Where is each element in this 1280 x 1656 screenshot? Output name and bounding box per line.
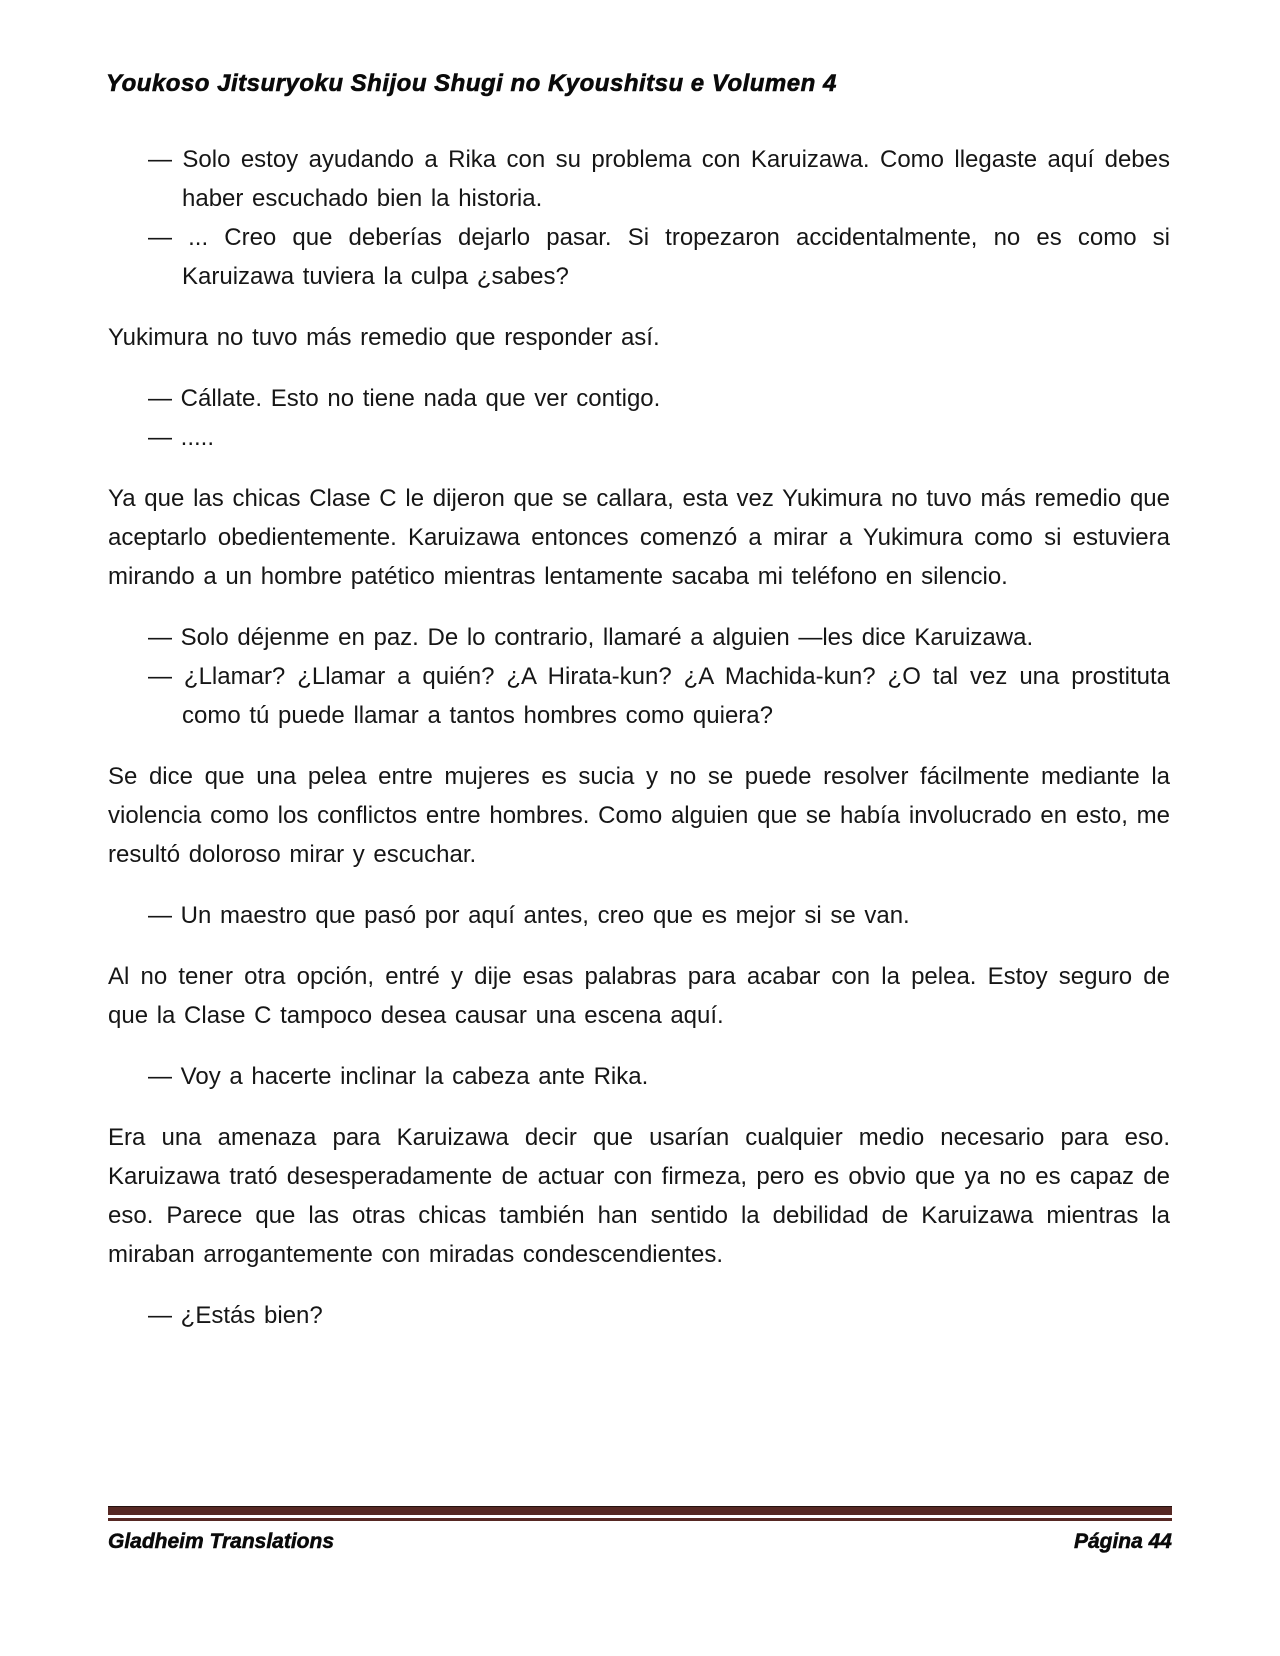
translator-credit: Gladheim Translations [108,1530,335,1553]
footer-rule-thick [108,1506,1172,1515]
narration-paragraph: Al no tener otra opción, entré y dije esas palabras para acabar con la pelea. Estoy seguro de que la Clase C tampoco desea causar una escena aquí. [108,963,1170,1029]
page-number: Página 44 [1073,1530,1172,1553]
dialogue-line: — Un maestro que pasó por aquí antes, creo que es mejor si se van. [148,902,910,929]
dialogue-block [108,1296,1170,1335]
page-footer [108,1506,1172,1554]
dialogue-block [108,140,1170,296]
dialogue-line: — Solo déjenme en paz. De lo contrario, llamaré a alguien —les dice Karuizawa. [148,624,1034,651]
volume-title: Youkoso Jitsuryoku Shijou Shugi no Kyoushitsu e Volumen 4 [106,70,837,97]
page-body [108,140,1170,1357]
dialogue-line: — Voy a hacerte inclinar la cabeza ante Rika. [148,1063,649,1090]
page-header [106,70,1170,98]
narration-paragraph: Se dice que una pelea entre mujeres es sucia y no se puede resolver fácilmente mediante la violencia como los conflictos entre hombres. Como alguien que se había involucrado en esto, me resultó doloroso mirar y escuchar. [108,763,1170,868]
footer-rule-thin [108,1518,1172,1521]
dialogue-line: — ..... [148,424,215,451]
dialogue-line: — ¿Llamar? ¿Llamar a quién? ¿A Hirata-kun? ¿A Machida-kun? ¿O tal vez una prostituta como tú puede llamar a tantos hombres como quiera? [148,663,1170,729]
dialogue-line: — Cállate. Esto no tiene nada que ver contigo. [148,385,661,412]
narration-paragraph: Yukimura no tuvo más remedio que responder así. [108,324,660,351]
narration-paragraph: Ya que las chicas Clase C le dijeron que se callara, esta vez Yukimura no tuvo más remedio que aceptarlo obedientemente. Karuizawa entonces comenzó a mirar a Yukimura como si estuviera mirando a un hombre patético mientras lentamente sacaba mi teléfono en silencio. [108,485,1170,590]
dialogue-line: — ... Creo que deberías dejarlo pasar. Si tropezaron accidentalmente, no es como si Karuizawa tuviera la culpa ¿sabes? [148,224,1170,290]
dialogue-block [108,379,1170,457]
dialogue-line: — Solo estoy ayudando a Rika con su problema con Karuizawa. Como llegaste aquí debes haber escuchado bien la historia. [148,146,1170,212]
dialogue-block [108,618,1170,735]
dialogue-block [108,896,1170,935]
footer-row [108,1530,1172,1554]
narration-paragraph: Era una amenaza para Karuizawa decir que usarían cualquier medio necesario para eso. Karuizawa trató desesperadamente de actuar con firmeza, pero es obvio que ya no es capaz de eso. Parece que las otras chicas también han sentido la debilidad de Karuizawa mientras la miraban arrogantemente con miradas condescendientes. [108,1124,1170,1268]
dialogue-line: — ¿Estás bien? [148,1302,323,1329]
dialogue-block [108,1057,1170,1096]
